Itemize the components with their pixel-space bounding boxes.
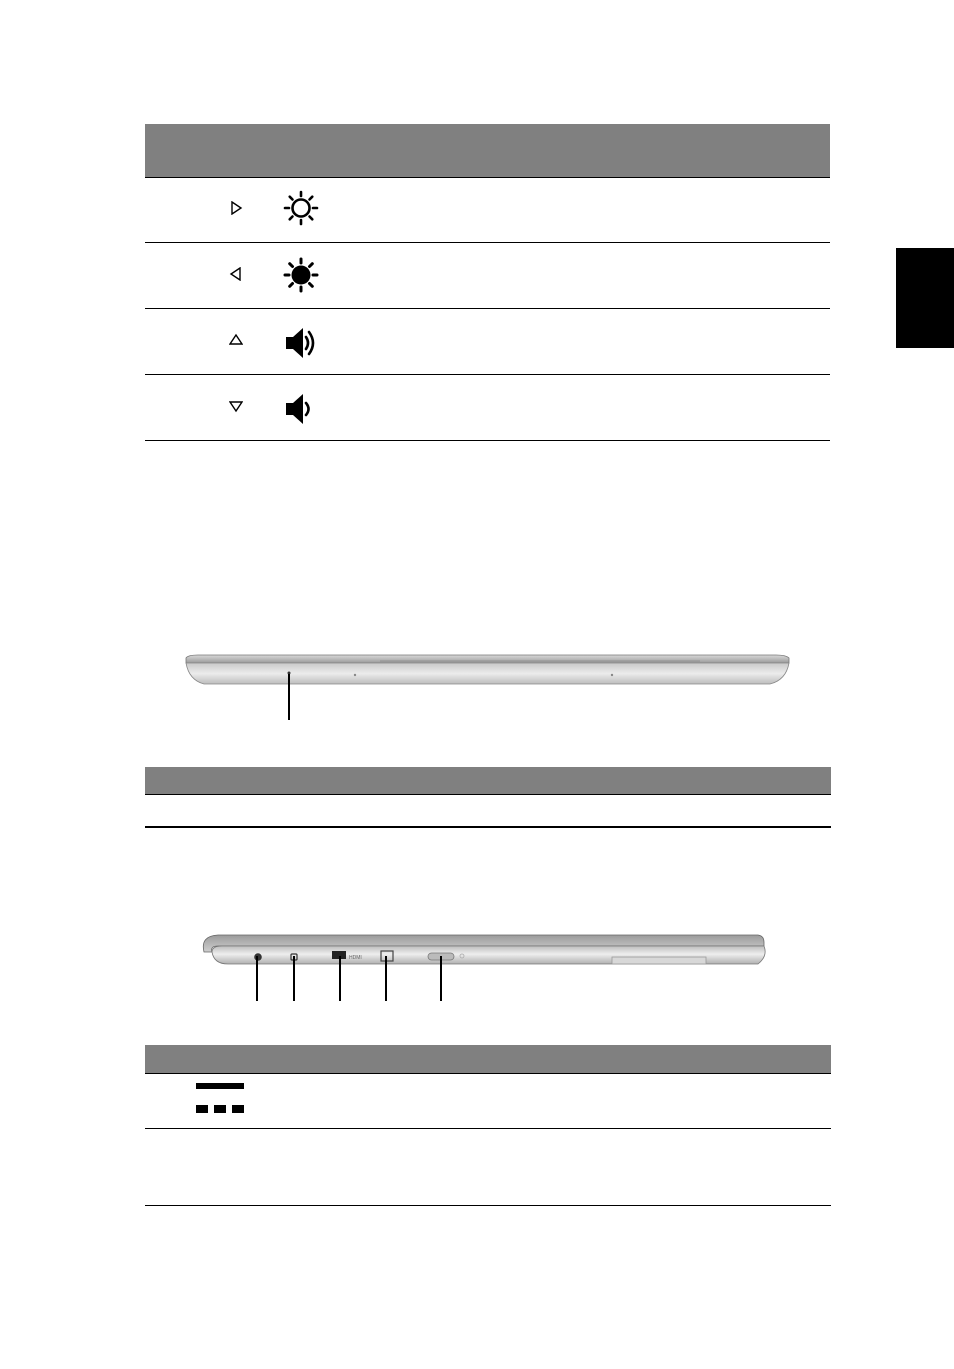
left-triangle-icon xyxy=(229,267,243,281)
laptop-left-view-image xyxy=(198,930,770,976)
volume-up-icon xyxy=(283,325,319,361)
up-triangle-icon xyxy=(229,333,243,347)
left-callout-line-3 xyxy=(339,956,341,1001)
left-view-table-header xyxy=(145,1045,831,1073)
left-callout-line-4 xyxy=(385,956,387,1001)
dc-power-icon xyxy=(196,1083,244,1115)
hotkey-row-brightness-up xyxy=(145,178,830,243)
laptop-front-view-image xyxy=(180,650,794,695)
brightness-up-icon xyxy=(283,190,319,226)
left-view-table-rule-3 xyxy=(145,1205,831,1206)
hotkey-row-volume-up xyxy=(145,309,830,375)
left-view-table-rule-2 xyxy=(145,1128,831,1129)
left-callout-line-2 xyxy=(293,956,295,1001)
chapter-thumb-tab xyxy=(896,248,954,348)
front-view-table-rule xyxy=(145,794,831,795)
down-triangle-icon xyxy=(229,399,243,413)
volume-down-icon xyxy=(283,391,319,427)
right-triangle-icon xyxy=(229,201,243,215)
hotkey-row-volume-down xyxy=(145,375,830,441)
front-view-table-bottom-rule xyxy=(145,826,831,828)
left-callout-line-1 xyxy=(256,956,258,1001)
hotkey-table-header xyxy=(145,124,830,178)
left-view-table-rule-1 xyxy=(145,1073,831,1074)
hotkey-row-brightness-down xyxy=(145,243,830,309)
svg-text:HDMI: HDMI xyxy=(349,955,362,961)
brightness-down-icon xyxy=(283,257,319,293)
front-callout-line-1 xyxy=(288,674,290,720)
left-callout-line-5 xyxy=(440,956,442,1001)
front-view-table-header xyxy=(145,767,831,794)
